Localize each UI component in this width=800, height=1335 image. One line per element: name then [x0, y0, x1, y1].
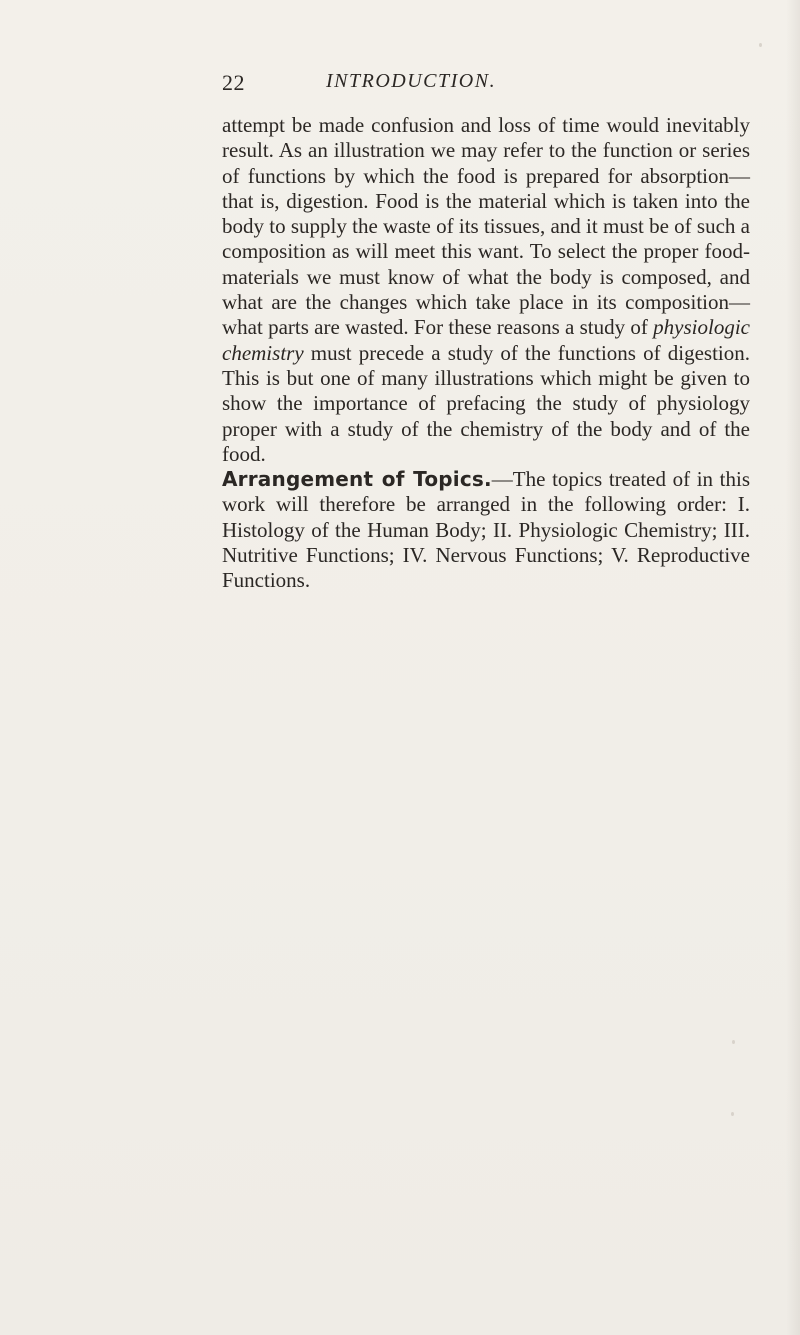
text-run: —The topics treated of in this work will therefore be arranged in the following order: I. Histology of the Human Body; II. Physiologic Chemistry; III. Nutritive Functions; IV. Nervous Functions; V. Reproductive Functions. — [222, 467, 751, 593]
paper-speck — [732, 1040, 735, 1044]
running-title: INTRODUCTION. — [326, 70, 497, 92]
text-run: attempt be made confusion and loss of time would inevitably result. As an illustration we may refer to the function or series of functions by which the food is prepared for absorption—that is, digestion. Food is the material which is taken into the body to supply the waste of its tissues, and it must be of such a composition as will meet this want. To select the proper food-materials we must know of what the body is composed, and what are the changes which take place in its composition—what parts are wasted. For these reasons a study of — [222, 113, 750, 340]
section-heading-arrangement-of-topics: Arrangement of Topics. — [222, 467, 492, 492]
paragraph-introduction — [222, 113, 750, 467]
emphasis-physiologic-chemistry: physiologic chemistry — [222, 315, 750, 365]
body-text — [222, 113, 750, 594]
paragraph-arrangement — [222, 467, 750, 593]
paper-speck — [759, 43, 762, 47]
page-edge-shadow — [786, 0, 800, 1335]
page-number: 22 — [222, 70, 245, 95]
paper-speck — [731, 1112, 734, 1116]
text-run: must precede a study of the functions of digestion. This is but one of many illustrations which might be given to show the importance of prefacing the study of physiology proper with a study of the chemistry of the body and of the food. — [222, 340, 750, 466]
page-header — [222, 70, 742, 100]
